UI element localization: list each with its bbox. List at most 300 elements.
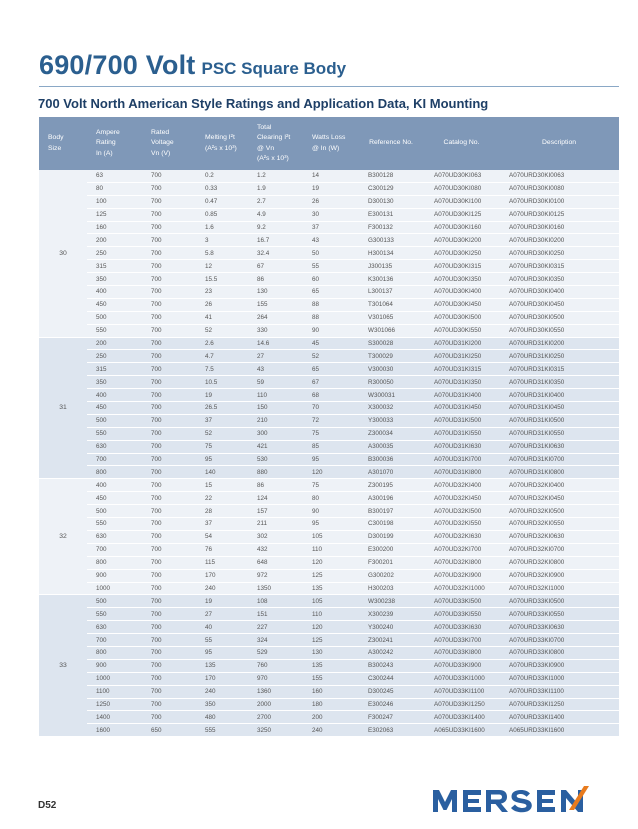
total-clearing-i2t-cell: 1350 [248, 582, 303, 595]
description-cell: A070URD33KI1400 [499, 711, 619, 724]
table-row [39, 234, 619, 247]
watts-loss-cell: 70 [303, 402, 358, 415]
melting-i2t-cell: 95 [196, 646, 248, 659]
melting-i2t-cell: 37 [196, 518, 248, 531]
reference-no-cell: D300199 [358, 530, 424, 543]
reference-no-cell: Z300241 [358, 634, 424, 647]
watts-loss-cell: 52 [303, 350, 358, 363]
rated-voltage-cell: 700 [142, 247, 196, 260]
body-size-cell: 31 [39, 337, 87, 479]
rated-voltage-cell: 700 [142, 182, 196, 195]
table-row [39, 427, 619, 440]
rated-voltage-cell: 700 [142, 659, 196, 672]
catalog-no-cell: A070UD31KI500 [424, 414, 499, 427]
description-cell: A070URD33KI0700 [499, 634, 619, 647]
table-row [39, 711, 619, 724]
table-row [39, 298, 619, 311]
catalog-no-cell: A070UD30KI160 [424, 221, 499, 234]
rated-voltage-cell: 700 [142, 234, 196, 247]
ampere-rating-cell: 250 [87, 350, 142, 363]
description-cell: A070URD31KI0400 [499, 389, 619, 402]
melting-i2t-cell: 4.7 [196, 350, 248, 363]
reference-no-cell: C300244 [358, 672, 424, 685]
ampere-rating-cell: 160 [87, 221, 142, 234]
description-cell: A070URD31KI0700 [499, 453, 619, 466]
melting-i2t-cell: 0.33 [196, 182, 248, 195]
reference-no-cell: J300135 [358, 260, 424, 273]
rated-voltage-cell: 700 [142, 711, 196, 724]
melting-i2t-cell: 54 [196, 530, 248, 543]
watts-loss-cell: 68 [303, 389, 358, 402]
watts-loss-cell: 30 [303, 208, 358, 221]
description-cell: A070URD30KI0250 [499, 247, 619, 260]
table-row [39, 363, 619, 376]
total-clearing-i2t-cell: 2.7 [248, 195, 303, 208]
ampere-rating-cell: 1100 [87, 685, 142, 698]
watts-loss-cell: 135 [303, 582, 358, 595]
watts-loss-cell: 80 [303, 492, 358, 505]
table-row [39, 350, 619, 363]
title-main: 690/700 Volt [39, 50, 196, 80]
ampere-rating-cell: 63 [87, 170, 142, 182]
reference-no-cell: E300200 [358, 543, 424, 556]
total-clearing-i2t-cell: 2000 [248, 698, 303, 711]
description-cell: A070URD30KI0125 [499, 208, 619, 221]
melting-i2t-cell: 555 [196, 724, 248, 737]
table-row [39, 698, 619, 711]
description-cell: A070URD30KI0063 [499, 170, 619, 182]
catalog-no-cell: A070UD31KI250 [424, 350, 499, 363]
catalog-no-cell: A070UD33KI1400 [424, 711, 499, 724]
description-cell: A070URD32KI0550 [499, 518, 619, 531]
ampere-rating-cell: 400 [87, 286, 142, 299]
watts-loss-cell: 45 [303, 337, 358, 350]
table-subtitle: 700 Volt North American Style Ratings and Application Data, KI Mounting [38, 96, 489, 111]
reference-no-cell: X300032 [358, 402, 424, 415]
table-row [39, 556, 619, 569]
watts-loss-cell: 200 [303, 711, 358, 724]
total-clearing-i2t-cell: 4.9 [248, 208, 303, 221]
reference-no-cell: A300242 [358, 646, 424, 659]
melting-i2t-cell: 0.85 [196, 208, 248, 221]
catalog-no-cell: A070UD30KI450 [424, 298, 499, 311]
reference-no-cell: R300050 [358, 376, 424, 389]
total-clearing-i2t-cell: 59 [248, 376, 303, 389]
ampere-rating-cell: 550 [87, 608, 142, 621]
total-clearing-i2t-cell: 3250 [248, 724, 303, 737]
ampere-rating-cell: 700 [87, 453, 142, 466]
total-clearing-i2t-cell: 16.7 [248, 234, 303, 247]
catalog-no-cell: A070UD30KI125 [424, 208, 499, 221]
watts-loss-cell: 19 [303, 182, 358, 195]
rated-voltage-cell: 700 [142, 634, 196, 647]
table-header-row [39, 117, 619, 170]
table-row [39, 273, 619, 286]
catalog-no-cell: A070UD31KI400 [424, 389, 499, 402]
description-cell: A070URD33KI0500 [499, 595, 619, 608]
col-rated-voltage: Rated Voltage Vn (V) [142, 117, 196, 170]
total-clearing-i2t-cell: 1.2 [248, 170, 303, 182]
catalog-no-cell: A070UD33KI1000 [424, 672, 499, 685]
ampere-rating-cell: 700 [87, 543, 142, 556]
watts-loss-cell: 72 [303, 414, 358, 427]
description-cell: A070URD31KI0200 [499, 337, 619, 350]
melting-i2t-cell: 480 [196, 711, 248, 724]
total-clearing-i2t-cell: 150 [248, 402, 303, 415]
total-clearing-i2t-cell: 421 [248, 440, 303, 453]
total-clearing-i2t-cell: 130 [248, 286, 303, 299]
description-cell: A070URD32KI0400 [499, 479, 619, 492]
melting-i2t-cell: 5.8 [196, 247, 248, 260]
col-ampere-rating: Ampere Rating In (A) [87, 117, 142, 170]
table-row [39, 492, 619, 505]
ampere-rating-cell: 630 [87, 530, 142, 543]
reference-no-cell: Y300240 [358, 621, 424, 634]
watts-loss-cell: 88 [303, 311, 358, 324]
table-row [39, 685, 619, 698]
melting-i2t-cell: 19 [196, 595, 248, 608]
table-row [39, 724, 619, 737]
watts-loss-cell: 95 [303, 518, 358, 531]
table-row [39, 634, 619, 647]
table-row [39, 621, 619, 634]
total-clearing-i2t-cell: 530 [248, 453, 303, 466]
reference-no-cell: B300128 [358, 170, 424, 182]
top-bar [0, 0, 638, 9]
table-row [39, 582, 619, 595]
catalog-no-cell: A070UD33KI1250 [424, 698, 499, 711]
watts-loss-cell: 60 [303, 273, 358, 286]
ampere-rating-cell: 1250 [87, 698, 142, 711]
melting-i2t-cell: 22 [196, 492, 248, 505]
rated-voltage-cell: 700 [142, 595, 196, 608]
ampere-rating-cell: 550 [87, 518, 142, 531]
reference-no-cell: S300028 [358, 337, 424, 350]
total-clearing-i2t-cell: 110 [248, 389, 303, 402]
catalog-no-cell: A070UD33KI500 [424, 595, 499, 608]
watts-loss-cell: 75 [303, 427, 358, 440]
table-row [39, 260, 619, 273]
melting-i2t-cell: 350 [196, 698, 248, 711]
rated-voltage-cell: 700 [142, 350, 196, 363]
melting-i2t-cell: 0.2 [196, 170, 248, 182]
melting-i2t-cell: 40 [196, 621, 248, 634]
table-row [39, 505, 619, 518]
reference-no-cell: C300129 [358, 182, 424, 195]
catalog-no-cell: A070UD32KI450 [424, 492, 499, 505]
ampere-rating-cell: 1000 [87, 672, 142, 685]
col-reference-no: Reference No. [358, 117, 424, 170]
catalog-no-cell: A070UD32KI900 [424, 569, 499, 582]
total-clearing-i2t-cell: 32.4 [248, 247, 303, 260]
description-cell: A070URD33KI0550 [499, 608, 619, 621]
description-cell: A070URD33KI1100 [499, 685, 619, 698]
total-clearing-i2t-cell: 324 [248, 634, 303, 647]
watts-loss-cell: 90 [303, 505, 358, 518]
rated-voltage-cell: 700 [142, 363, 196, 376]
ampere-rating-cell: 500 [87, 595, 142, 608]
reference-no-cell: B300036 [358, 453, 424, 466]
catalog-no-cell: A070UD30KI350 [424, 273, 499, 286]
ampere-rating-cell: 800 [87, 556, 142, 569]
watts-loss-cell: 43 [303, 234, 358, 247]
catalog-no-cell: A070UD30KI550 [424, 324, 499, 337]
melting-i2t-cell: 23 [196, 286, 248, 299]
catalog-no-cell: A070UD32KI700 [424, 543, 499, 556]
ampere-rating-cell: 125 [87, 208, 142, 221]
page-title [39, 50, 619, 84]
reference-no-cell: T301064 [358, 298, 424, 311]
reference-no-cell: B300243 [358, 659, 424, 672]
total-clearing-i2t-cell: 529 [248, 646, 303, 659]
description-cell: A070URD30KI0400 [499, 286, 619, 299]
catalog-no-cell: A070UD32KI800 [424, 556, 499, 569]
catalog-no-cell: A070UD30KI400 [424, 286, 499, 299]
watts-loss-cell: 85 [303, 440, 358, 453]
ampere-rating-cell: 400 [87, 389, 142, 402]
total-clearing-i2t-cell: 264 [248, 311, 303, 324]
table-row [39, 324, 619, 337]
watts-loss-cell: 120 [303, 466, 358, 479]
watts-loss-cell: 90 [303, 324, 358, 337]
col-watts-loss: Watts Loss @ In (W) [303, 117, 358, 170]
melting-i2t-cell: 26.5 [196, 402, 248, 415]
total-clearing-i2t-cell: 157 [248, 505, 303, 518]
ampere-rating-cell: 500 [87, 505, 142, 518]
reference-no-cell: X300239 [358, 608, 424, 621]
ampere-rating-cell: 500 [87, 414, 142, 427]
catalog-no-cell: A070UD32KI630 [424, 530, 499, 543]
ampere-rating-cell: 900 [87, 659, 142, 672]
rated-voltage-cell: 700 [142, 337, 196, 350]
table-row [39, 195, 619, 208]
total-clearing-i2t-cell: 227 [248, 621, 303, 634]
ampere-rating-cell: 80 [87, 182, 142, 195]
watts-loss-cell: 120 [303, 556, 358, 569]
description-cell: A070URD30KI0500 [499, 311, 619, 324]
watts-loss-cell: 105 [303, 595, 358, 608]
rated-voltage-cell: 700 [142, 685, 196, 698]
description-cell: A070URD33KI0900 [499, 659, 619, 672]
rated-voltage-cell: 700 [142, 530, 196, 543]
rated-voltage-cell: 700 [142, 479, 196, 492]
ampere-rating-cell: 630 [87, 440, 142, 453]
rated-voltage-cell: 700 [142, 646, 196, 659]
ampere-rating-cell: 1400 [87, 711, 142, 724]
reference-no-cell: K300136 [358, 273, 424, 286]
catalog-no-cell: A070UD33KI800 [424, 646, 499, 659]
catalog-no-cell: A070UD30KI500 [424, 311, 499, 324]
melting-i2t-cell: 52 [196, 324, 248, 337]
rated-voltage-cell: 700 [142, 518, 196, 531]
melting-i2t-cell: 1.6 [196, 221, 248, 234]
rated-voltage-cell: 700 [142, 466, 196, 479]
ampere-rating-cell: 700 [87, 634, 142, 647]
body-size-cell: 30 [39, 170, 87, 337]
table-row [39, 479, 619, 492]
watts-loss-cell: 160 [303, 685, 358, 698]
table-body [39, 170, 619, 737]
melting-i2t-cell: 135 [196, 659, 248, 672]
description-cell: A070URD30KI0350 [499, 273, 619, 286]
reference-no-cell: C300198 [358, 518, 424, 531]
catalog-no-cell: A070UD32KI550 [424, 518, 499, 531]
ampere-rating-cell: 100 [87, 195, 142, 208]
melting-i2t-cell: 170 [196, 672, 248, 685]
melting-i2t-cell: 95 [196, 453, 248, 466]
total-clearing-i2t-cell: 972 [248, 569, 303, 582]
reference-no-cell: D300245 [358, 685, 424, 698]
reference-no-cell: E302063 [358, 724, 424, 737]
total-clearing-i2t-cell: 151 [248, 608, 303, 621]
reference-no-cell: A301070 [358, 466, 424, 479]
melting-i2t-cell: 28 [196, 505, 248, 518]
reference-no-cell: Y300033 [358, 414, 424, 427]
table-row [39, 453, 619, 466]
table-row [39, 337, 619, 350]
watts-loss-cell: 180 [303, 698, 358, 711]
col-catalog-no: Catalog No. [424, 117, 499, 170]
melting-i2t-cell: 41 [196, 311, 248, 324]
rated-voltage-cell: 700 [142, 389, 196, 402]
rated-voltage-cell: 700 [142, 492, 196, 505]
ratings-table [39, 117, 619, 737]
catalog-no-cell: A070UD30KI250 [424, 247, 499, 260]
catalog-no-cell: A070UD30KI100 [424, 195, 499, 208]
catalog-no-cell: A070UD31KI200 [424, 337, 499, 350]
reference-no-cell: Z300034 [358, 427, 424, 440]
body-size-cell: 32 [39, 479, 87, 595]
total-clearing-i2t-cell: 155 [248, 298, 303, 311]
reference-no-cell: Z300195 [358, 479, 424, 492]
reference-no-cell: A300196 [358, 492, 424, 505]
watts-loss-cell: 14 [303, 170, 358, 182]
total-clearing-i2t-cell: 302 [248, 530, 303, 543]
description-cell: A070URD32KI0630 [499, 530, 619, 543]
watts-loss-cell: 67 [303, 376, 358, 389]
melting-i2t-cell: 115 [196, 556, 248, 569]
catalog-no-cell: A070UD30KI080 [424, 182, 499, 195]
ampere-rating-cell: 400 [87, 479, 142, 492]
watts-loss-cell: 50 [303, 247, 358, 260]
melting-i2t-cell: 27 [196, 608, 248, 621]
reference-no-cell: F300132 [358, 221, 424, 234]
catalog-no-cell: A070UD30KI063 [424, 170, 499, 182]
ampere-rating-cell: 800 [87, 466, 142, 479]
table-row [39, 182, 619, 195]
watts-loss-cell: 110 [303, 543, 358, 556]
watts-loss-cell: 37 [303, 221, 358, 234]
table-row [39, 466, 619, 479]
watts-loss-cell: 65 [303, 363, 358, 376]
watts-loss-cell: 110 [303, 608, 358, 621]
total-clearing-i2t-cell: 14.6 [248, 337, 303, 350]
ampere-rating-cell: 800 [87, 646, 142, 659]
total-clearing-i2t-cell: 970 [248, 672, 303, 685]
rated-voltage-cell: 700 [142, 260, 196, 273]
rated-voltage-cell: 700 [142, 582, 196, 595]
catalog-no-cell: A070UD32KI400 [424, 479, 499, 492]
table-row [39, 247, 619, 260]
melting-i2t-cell: 26 [196, 298, 248, 311]
rated-voltage-cell: 700 [142, 453, 196, 466]
total-clearing-i2t-cell: 67 [248, 260, 303, 273]
total-clearing-i2t-cell: 86 [248, 479, 303, 492]
description-cell: A070URD32KI0800 [499, 556, 619, 569]
melting-i2t-cell: 52 [196, 427, 248, 440]
rated-voltage-cell: 700 [142, 414, 196, 427]
table-row [39, 402, 619, 415]
ampere-rating-cell: 315 [87, 363, 142, 376]
watts-loss-cell: 240 [303, 724, 358, 737]
total-clearing-i2t-cell: 1360 [248, 685, 303, 698]
title-divider [39, 86, 619, 87]
ampere-rating-cell: 630 [87, 621, 142, 634]
melting-i2t-cell: 2.6 [196, 337, 248, 350]
body-size-cell: 33 [39, 595, 87, 737]
catalog-no-cell: A070UD32KI1000 [424, 582, 499, 595]
total-clearing-i2t-cell: 211 [248, 518, 303, 531]
catalog-no-cell: A070UD31KI550 [424, 427, 499, 440]
catalog-no-cell: A070UD30KI315 [424, 260, 499, 273]
melting-i2t-cell: 3 [196, 234, 248, 247]
ampere-rating-cell: 550 [87, 324, 142, 337]
description-cell: A070URD32KI1000 [499, 582, 619, 595]
reference-no-cell: V300030 [358, 363, 424, 376]
mersen-logo [431, 784, 601, 816]
rated-voltage-cell: 700 [142, 698, 196, 711]
table-row [39, 646, 619, 659]
description-cell: A070URD30KI0080 [499, 182, 619, 195]
total-clearing-i2t-cell: 210 [248, 414, 303, 427]
melting-i2t-cell: 76 [196, 543, 248, 556]
rated-voltage-cell: 700 [142, 324, 196, 337]
table-row [39, 659, 619, 672]
total-clearing-i2t-cell: 300 [248, 427, 303, 440]
reference-no-cell: D300130 [358, 195, 424, 208]
ampere-rating-cell: 550 [87, 427, 142, 440]
catalog-no-cell: A070UD33KI550 [424, 608, 499, 621]
catalog-no-cell: A070UD31KI800 [424, 466, 499, 479]
reference-no-cell: E300131 [358, 208, 424, 221]
catalog-no-cell: A070UD31KI700 [424, 453, 499, 466]
description-cell: A070URD32KI0450 [499, 492, 619, 505]
description-cell: A070URD33KI0800 [499, 646, 619, 659]
reference-no-cell: V301065 [358, 311, 424, 324]
watts-loss-cell: 75 [303, 479, 358, 492]
col-total-clearing-i2t: Total Clearing I²t @ Vn (A²s x 10³) [248, 117, 303, 170]
catalog-no-cell: A070UD31KI315 [424, 363, 499, 376]
ampere-rating-cell: 500 [87, 311, 142, 324]
description-cell: A070URD31KI0800 [499, 466, 619, 479]
catalog-no-cell: A070UD31KI630 [424, 440, 499, 453]
reference-no-cell: H300134 [358, 247, 424, 260]
melting-i2t-cell: 75 [196, 440, 248, 453]
rated-voltage-cell: 700 [142, 170, 196, 182]
description-cell: A070URD31KI0450 [499, 402, 619, 415]
description-cell: A070URD31KI0315 [499, 363, 619, 376]
rated-voltage-cell: 700 [142, 440, 196, 453]
total-clearing-i2t-cell: 880 [248, 466, 303, 479]
melting-i2t-cell: 7.5 [196, 363, 248, 376]
table-row [39, 608, 619, 621]
watts-loss-cell: 95 [303, 453, 358, 466]
table-row [39, 389, 619, 402]
catalog-no-cell: A070UD31KI450 [424, 402, 499, 415]
melting-i2t-cell: 140 [196, 466, 248, 479]
reference-no-cell: F300201 [358, 556, 424, 569]
table-row [39, 170, 619, 182]
